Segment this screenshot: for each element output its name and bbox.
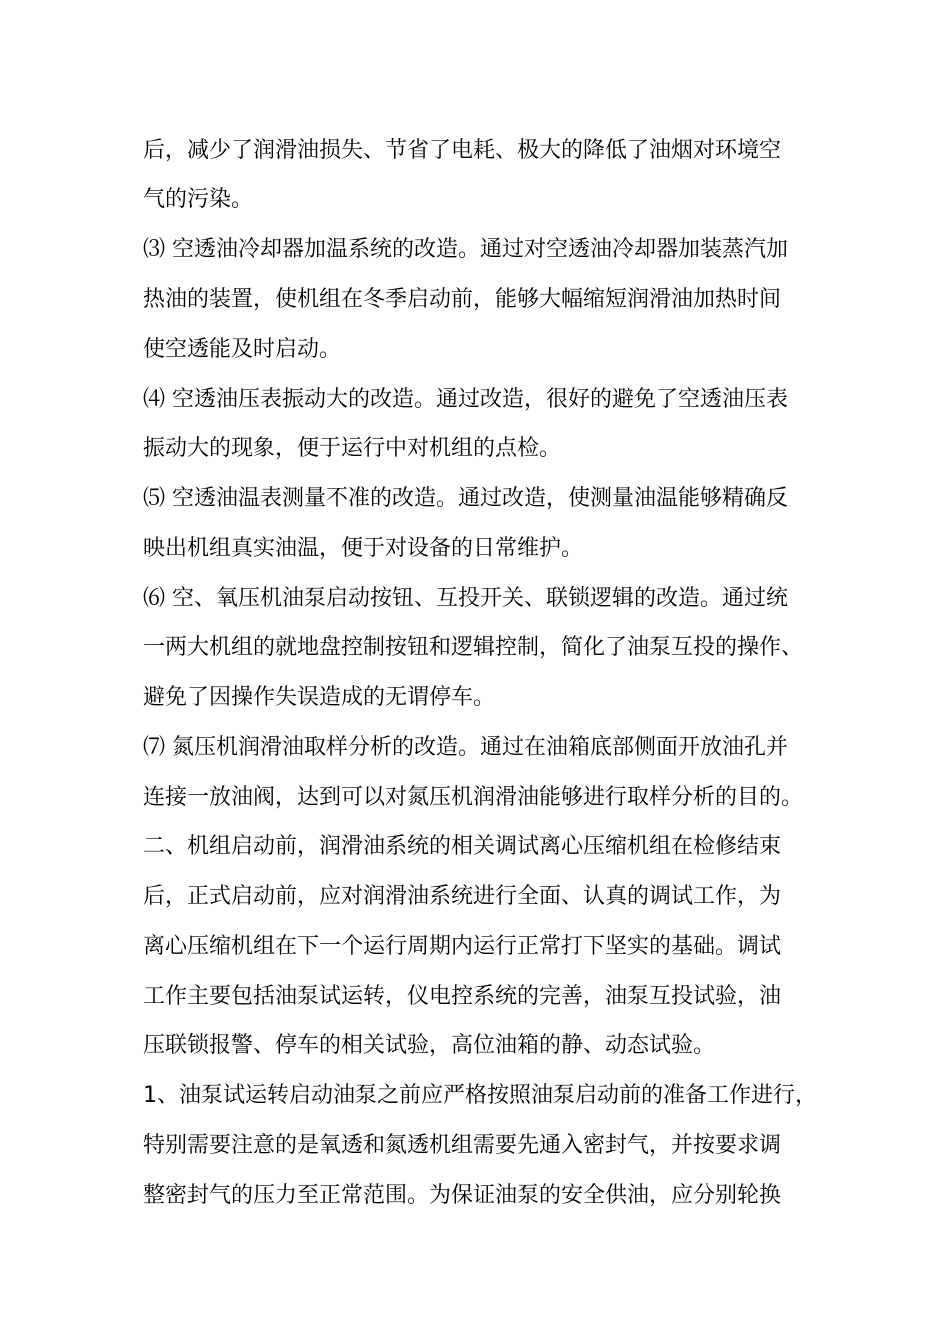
text-line: 使空透能及时启动。 bbox=[143, 337, 342, 362]
text-line: 工作主要包括油泵试运转，仪电控系统的完善，油泵互投试验，油 bbox=[143, 984, 782, 1009]
text-line: ⑹ 空、氧压机油泵启动按钮、互投开关、联锁逻辑的改造。通过统 bbox=[143, 586, 788, 611]
text-line: 连接一放油阀，达到可以对氮压机润滑油能够进行取样分析的目的。 bbox=[143, 785, 804, 810]
text-line: 离心压缩机组在下一个运行周期内运行正常打下坚实的基础。调试 bbox=[143, 934, 782, 959]
text-line: 振动大的现象，便于运行中对机组的点检。 bbox=[143, 436, 562, 461]
text-line: 特别需要注意的是氧透和氮透机组需要先通入密封气，并按要求调 bbox=[143, 1133, 782, 1158]
text-line: ⑷ 空透油压表振动大的改造。通过改造，很好的避免了空透油压表 bbox=[143, 387, 788, 412]
text-line: 映出机组真实油温，便于对设备的日常维护。 bbox=[143, 536, 584, 561]
text-line: 气的污染。 bbox=[143, 187, 254, 212]
text-line: 一两大机组的就地盘控制按钮和逻辑控制，简化了油泵互投的操作、 bbox=[143, 635, 804, 660]
text-line: 后，正式启动前，应对润滑油系统进行全面、认真的调试工作，为 bbox=[143, 884, 782, 909]
text-line: 压联锁报警、停车的相关试验，高位油箱的静、动态试验。 bbox=[143, 1033, 716, 1058]
text-line: ⑸ 空透油温表测量不准的改造。通过改造，使测量油温能够精确反 bbox=[143, 486, 788, 511]
text-line: 二、机组启动前，润滑油系统的相关调试离心压缩机组在检修结束 bbox=[143, 834, 782, 859]
text-line: 整密封气的压力至正常范围。为保证油泵的安全供油，应分别轮换 bbox=[143, 1183, 782, 1208]
text-line: ⑶ 空透油冷却器加温系统的改造。通过对空透油冷却器加装蒸汽加 bbox=[143, 237, 788, 262]
text-line: 1、油泵试运转启动油泵之前应严格按照油泵启动前的准备工作进行， bbox=[143, 1083, 817, 1108]
text-line: 避免了因操作失误造成的无谓停车。 bbox=[143, 685, 496, 710]
text-line: 热油的装置，使机组在冬季启动前，能够大幅缩短润滑油加热时间 bbox=[143, 287, 782, 312]
text-line: 后，减少了润滑油损失、节省了电耗、极大的降低了油烟对环境空 bbox=[143, 138, 782, 163]
text-line: ⑺ 氮压机润滑油取样分析的改造。通过在油箱底部侧面开放油孔并 bbox=[143, 735, 788, 760]
